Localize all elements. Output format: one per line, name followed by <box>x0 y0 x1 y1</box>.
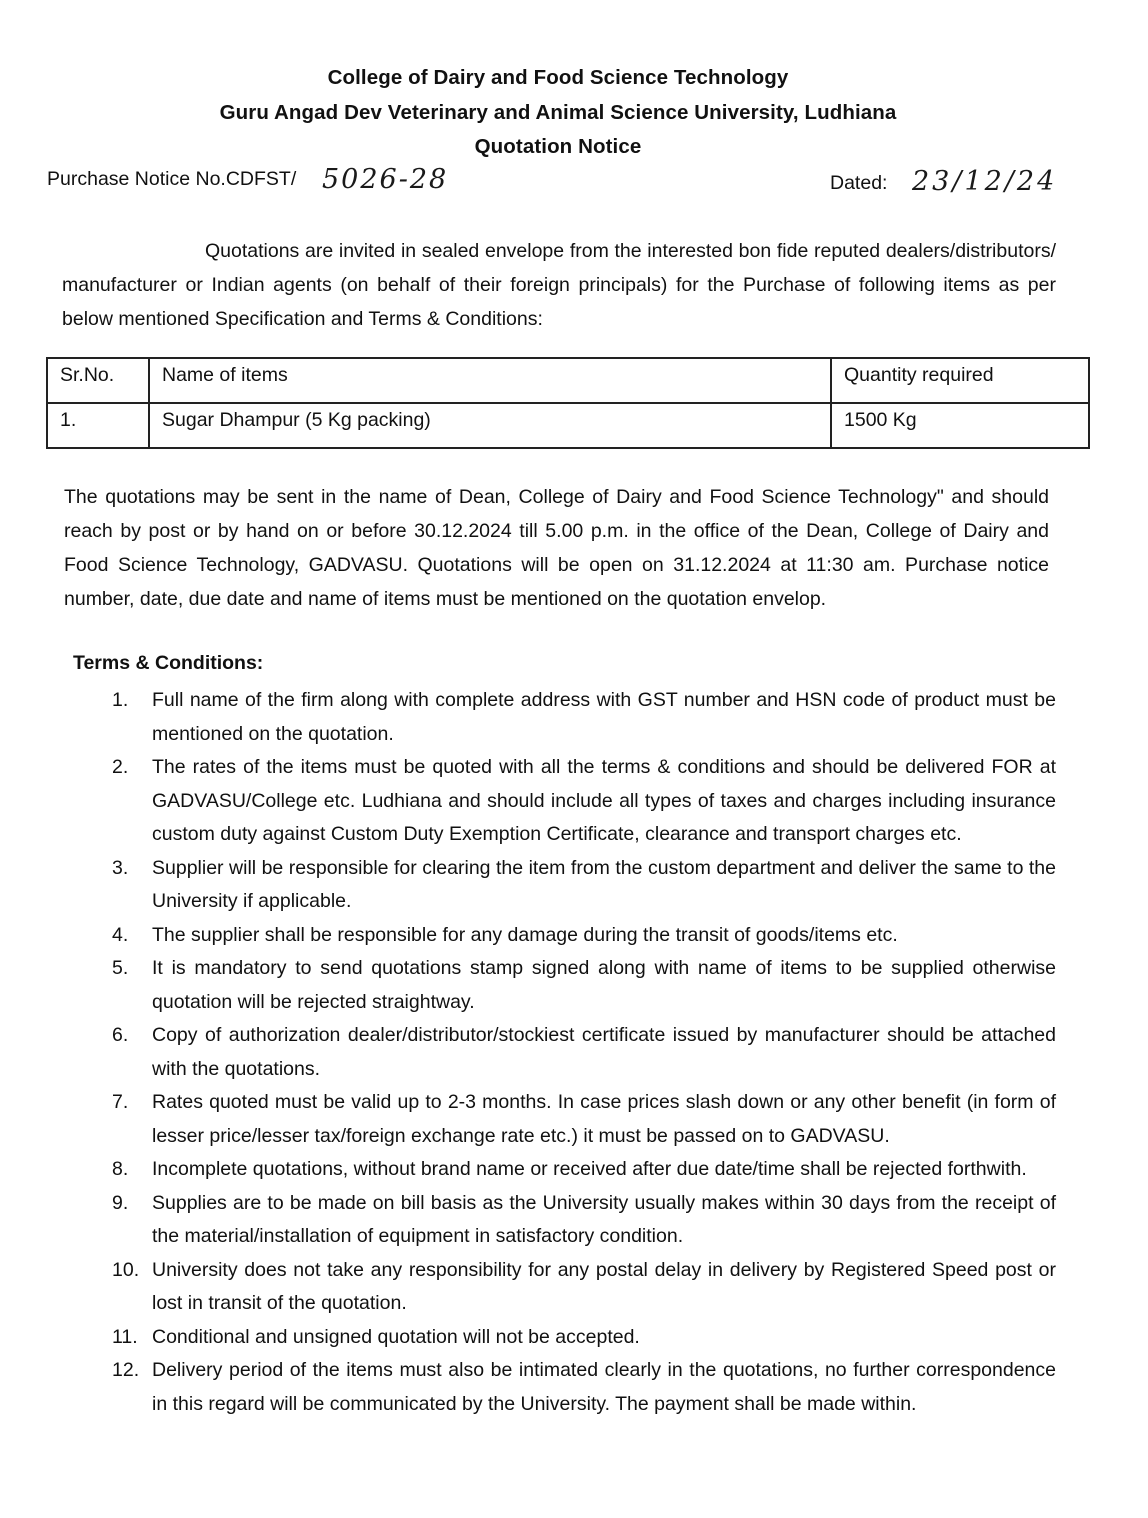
list-item-number: 2. <box>112 756 129 778</box>
list-item <box>112 1153 1056 1187</box>
dated-label: Dated: <box>830 172 888 194</box>
list-item-number: 10. <box>112 1258 140 1281</box>
list-item-text: Copy of authorization dealer/distributor/stockiest certificate issued by manufacturer should be attached with the quotations. <box>152 1024 1056 1080</box>
intro-paragraph <box>62 234 1056 336</box>
list-item <box>112 1187 1056 1254</box>
list-item <box>112 684 1056 751</box>
table-cell-item-name: Sugar Dhampur (5 Kg packing) <box>149 403 831 448</box>
notice-type-heading: Quotation Notice <box>474 135 642 158</box>
list-item-text: It is mandatory to send quotations stamp signed along with name of items to be supplied otherwise quotation will be rejected straightway. <box>152 957 1056 1013</box>
college-name-heading: College of Dairy and Food Science Technology <box>327 66 789 89</box>
terms-heading: Terms & Conditions: <box>73 652 264 674</box>
list-item-text: Incomplete quotations, without brand name or received after due date/time shall be rejected forthwith. <box>152 1158 1027 1180</box>
handwritten-date: 23/12/24 <box>912 166 1058 197</box>
purchase-notice-label: Purchase Notice No.CDFST/ <box>47 168 297 190</box>
handwritten-notice-number: 5026-28 <box>322 164 449 195</box>
list-item <box>112 751 1056 852</box>
list-item-number: 1. <box>112 689 129 711</box>
list-item <box>112 919 1056 953</box>
intro-text: Quotations are invited in sealed envelope from the interested bon fide reputed dealers/distributors/ manufacturer or Indian agents (on behalf of their foreign principals) for the Purchase of following items as per below mentioned Specification and Terms & Conditions: <box>62 240 1056 330</box>
table-cell-sr-no: 1. <box>47 403 149 448</box>
table-header-cell: Sr.No. <box>47 358 149 403</box>
list-item-number: 6. <box>112 1024 129 1046</box>
table-cell-quantity: 1500 Kg <box>831 403 1089 448</box>
submission-paragraph: The quotations may be sent in the name of Dean, College of Dairy and Food Science Technology" and should reach by post or by hand on or before 30.12.2024 till 5.00 p.m. in the office of the Dean, College of Dairy and Food Science Technology, GADVASU. Quotations will be open on 31.12.2024 at 11:30 am. Purchase notice number, date, due date and name of items must be mentioned on the quotation envelop. <box>64 486 1049 610</box>
table-header-row <box>47 358 1089 403</box>
list-item-text: Supplies are to be made on bill basis as the University usually makes within 30 days from the receipt of the material/installation of equipment in satisfactory condition. <box>152 1191 1056 1247</box>
list-item-number: 7. <box>112 1091 129 1113</box>
list-item-number: 3. <box>112 856 129 879</box>
list-item-number: 12. <box>112 1359 140 1381</box>
list-item <box>112 1354 1056 1421</box>
list-item-text: Full name of the firm along with complete address with GST number and HSN code of product must be mentioned on the quotation. <box>152 689 1056 745</box>
items-table <box>46 357 1090 449</box>
list-item <box>112 1086 1056 1153</box>
list-item-text: University does not take any responsibility for any postal delay in delivery by Registered Speed post or lost in transit of the quotation. <box>152 1258 1056 1314</box>
list-item-text: The supplier shall be responsible for any damage during the transit of goods/items etc. <box>152 923 898 946</box>
university-name-heading: Guru Angad Dev Veterinary and Animal Science University, Ludhiana <box>219 101 897 124</box>
list-item <box>112 952 1056 1019</box>
terms-list <box>112 684 1056 1421</box>
list-item-text: The rates of the items must be quoted with all the terms & conditions and should be delivered FOR at GADVASU/College etc. Ludhiana and should include all types of taxes and charges including insurance custom duty against Custom Duty Exemption Certificate, clearance and transport charges etc. <box>152 756 1056 845</box>
table-header-cell: Name of items <box>149 358 831 403</box>
table-row <box>47 403 1089 448</box>
list-item-number: 5. <box>112 957 129 979</box>
list-item-number: 11. <box>112 1325 138 1348</box>
list-item-number: 8. <box>112 1158 129 1180</box>
list-item-text: Conditional and unsigned quotation will not be accepted. <box>152 1325 640 1348</box>
list-item <box>112 1019 1056 1086</box>
list-item <box>112 1321 1056 1355</box>
list-item-text: Supplier will be responsible for clearing the item from the custom department and deliver the same to the University if applicable. <box>152 856 1056 912</box>
list-item <box>112 1254 1056 1321</box>
table-header-cell: Quantity required <box>831 358 1089 403</box>
list-item-text: Delivery period of the items must also be intimated clearly in the quotations, no further correspondence in this regard will be communicated by the University. The payment shall be made within. <box>152 1359 1056 1415</box>
list-item <box>112 852 1056 919</box>
list-item-text: Rates quoted must be valid up to 2-3 months. In case prices slash down or any other benefit (in form of lesser price/lesser tax/foreign exchange rate etc.) it must be passed on to GADVASU. <box>152 1091 1056 1147</box>
list-item-number: 9. <box>112 1191 129 1214</box>
list-item-number: 4. <box>112 923 129 946</box>
